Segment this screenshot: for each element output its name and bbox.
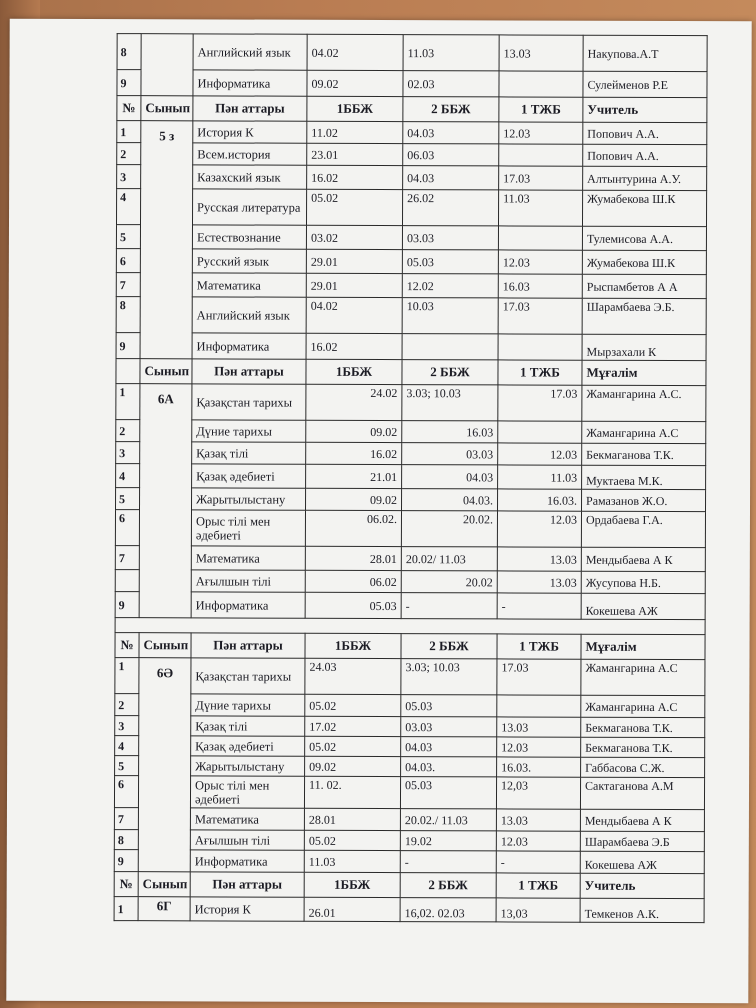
teacher-cell: Бекмаганова Т.К. [581, 717, 705, 737]
date-1tzhb: 16.03 [498, 274, 582, 298]
table-header [115, 633, 705, 660]
subject-cell: Жарытылыстану [191, 756, 305, 776]
assessment-schedule-table [114, 33, 708, 923]
date-1tzhb [498, 226, 582, 250]
date-2bbzh [402, 334, 498, 360]
teacher-cell: Шарамбаева Э.Б. [582, 298, 706, 334]
teacher-cell: Бекмаганова Т.К. [581, 737, 705, 757]
class-name: 5 з [140, 121, 193, 359]
teacher-cell: Сулейменов Р.Е [583, 71, 707, 97]
header-class: Сынып [138, 872, 190, 897]
subject-cell: Информатика [191, 592, 305, 618]
header-1bbzh: 1ББЖ [306, 359, 402, 384]
table-row [116, 225, 706, 251]
subject-cell: Казахский язык [193, 165, 307, 189]
date-1tzhb: 17.03 [498, 298, 582, 334]
teacher-cell: Жумабекова Ш.К [582, 250, 706, 274]
header-subject: Пән аттары [192, 359, 306, 384]
date-2bbzh: 12.02 [402, 274, 498, 298]
date-1tzhb: - [496, 851, 580, 873]
table-row [117, 165, 707, 191]
table-row [114, 830, 704, 852]
teacher-cell: Жусупова Н.Б. [581, 571, 705, 593]
table-row [115, 592, 705, 620]
row-number: 8 [117, 34, 141, 70]
subject-cell: Русская литература [192, 189, 306, 225]
header-1bbzh: 1ББЖ [307, 96, 403, 121]
date-2bbzh: 06.03 [403, 144, 499, 166]
date-1bbzh: 05.02 [306, 189, 402, 225]
date-2bbzh: 05.03 [400, 777, 496, 809]
teacher-cell: Жамангарина А.С. [582, 385, 706, 421]
subject-cell: Қазақ әдебиеті [191, 736, 305, 756]
subject-cell: Информатика [190, 850, 304, 872]
header-1tzhb: 1 ТЖБ [498, 360, 582, 385]
subject-cell: Қазақстан тарихы [192, 384, 306, 420]
date-1bbzh: 05.02 [305, 694, 401, 716]
table-row [117, 70, 707, 98]
subject-cell: История К [193, 121, 307, 143]
date-1tzhb: 12.03 [498, 443, 582, 465]
date-2bbzh: - [401, 593, 497, 619]
date-1tzhb: 13.03 [497, 571, 581, 593]
table-row [115, 570, 705, 594]
header-2bbzh: 2 ББЖ [400, 873, 496, 898]
table-row [114, 850, 704, 874]
class-name: 6Г [138, 897, 190, 921]
header-1bbzh: 1ББЖ [304, 872, 400, 897]
date-1bbzh: 04.02 [307, 34, 403, 70]
date-1bbzh: 03.02 [306, 225, 402, 249]
date-2bbzh: 16,02. 02.03 [400, 898, 496, 922]
header-teacher: Мұғалім [581, 634, 705, 659]
date-1tzhb: 12.03 [497, 511, 581, 547]
date-1tzhb: 12.03 [499, 122, 583, 144]
date-2bbzh: 11.03 [403, 35, 499, 71]
date-2bbzh: 04.03. [401, 757, 497, 777]
header-2bbzh: 2 ББЖ [403, 97, 499, 122]
header-subject: Пән аттары [190, 872, 304, 897]
date-1bbzh: 09.02 [305, 756, 401, 776]
teacher-cell: Жумабекова Ш.К [582, 190, 706, 226]
date-1tzhb: 13.03 [496, 809, 580, 831]
table-row [116, 333, 706, 361]
date-1bbzh: 28.01 [304, 808, 400, 830]
date-1bbzh: 09.02 [306, 488, 402, 510]
date-1bbzh: 05.02 [304, 830, 400, 850]
date-1bbzh: 09.02 [307, 70, 403, 96]
table-row [116, 442, 706, 466]
teacher-cell: Накупова.А.Т [583, 35, 707, 71]
date-1bbzh: 09.02 [306, 420, 402, 442]
teacher-cell: Шарамбаева Э.Б [580, 831, 704, 851]
date-1tzhb: 13.03 [499, 35, 583, 71]
date-1tzhb [497, 695, 581, 717]
date-1bbzh: 21.01 [306, 464, 402, 488]
teacher-cell: Мендыбаева А К [580, 809, 704, 831]
teacher-cell: Жамангарина А.С [581, 659, 705, 695]
row-number: 8 [116, 297, 140, 333]
subject-cell: Ағылшын тілі [190, 830, 304, 850]
date-2bbzh: 04.03 [403, 166, 499, 190]
row-number: 7 [115, 546, 139, 570]
subject-cell: Қазақ тілі [191, 716, 305, 736]
date-1tzhb: 12,03 [496, 777, 580, 809]
class-cell [141, 34, 193, 96]
date-1bbzh: 16.02 [306, 333, 402, 359]
subject-cell: Английский язык [192, 297, 306, 333]
subject-cell: Английский язык [193, 34, 307, 70]
header-number [116, 359, 140, 384]
row-number: 6 [116, 249, 140, 273]
teacher-cell: Рыспамбетов А А [582, 274, 706, 298]
subject-cell: Дүние тарихы [191, 694, 305, 716]
header-teacher: Учитель [580, 873, 704, 898]
header-1tzhb: 1 ТЖБ [496, 873, 580, 898]
subject-cell: Математика [191, 546, 305, 570]
date-1bbzh: 26.01 [304, 897, 400, 921]
header-2bbzh: 2 ББЖ [402, 360, 498, 385]
teacher-cell: Ордабаева Г.А. [581, 511, 705, 547]
table-row [115, 510, 705, 548]
subject-cell: Қазақ әдебиеті [192, 464, 306, 488]
date-1bbzh: 05.02 [305, 736, 401, 756]
header-number: № [115, 633, 139, 658]
date-1bbzh: 06.02. [305, 510, 401, 546]
header-teacher: Мұғалім [582, 360, 706, 385]
date-2bbzh: 03.03 [402, 226, 498, 250]
date-1bbzh: 16.02 [306, 442, 402, 464]
header-1tzhb: 1 ТЖБ [499, 97, 583, 122]
header-subject: Пән аттары [191, 633, 305, 658]
date-2bbzh: 3.03; 10.03 [402, 385, 498, 421]
date-1tzhb: 12.03 [497, 737, 581, 757]
row-number: 9 [115, 592, 139, 618]
teacher-cell: Кокешева АЖ [580, 851, 704, 873]
header-number: № [114, 872, 138, 897]
row-number: 2 [117, 143, 141, 165]
row-number: 9 [114, 850, 138, 872]
date-1tzhb: 11.03 [498, 465, 582, 489]
table-row [117, 121, 707, 145]
subject-cell: Русский язык [192, 249, 306, 273]
subject-cell: Қазақстан тарихы [191, 658, 305, 694]
date-2bbzh: 16.03 [402, 421, 498, 443]
row-number: 6 [115, 510, 139, 546]
subject-cell: Орыс тілі мен әдебиеті [191, 510, 305, 546]
teacher-cell: Сактаганова А.М [580, 777, 704, 809]
row-number: 8 [114, 830, 138, 850]
date-1tzhb: 13.03 [497, 547, 581, 571]
row-number [115, 570, 139, 592]
teacher-cell: Муктаева М.К. [582, 465, 706, 489]
date-1bbzh: 11. 02. [304, 776, 400, 808]
table-row [114, 776, 704, 810]
subject-cell: Жарытылыстану [192, 488, 306, 510]
header-class: Сынып [140, 359, 192, 384]
class-name: 6Ә [138, 658, 191, 872]
teacher-cell: Рамазанов Ж.О. [582, 489, 706, 511]
date-2bbzh: 04.03 [402, 465, 498, 489]
subject-cell: История К [190, 897, 304, 921]
subject-cell: Информатика [193, 70, 307, 96]
date-1tzhb: 12.03 [496, 831, 580, 851]
teacher-cell: Попович А.А. [583, 122, 707, 144]
row-number: 5 [116, 488, 140, 510]
date-2bbzh: 20.02. [401, 511, 497, 547]
date-1bbzh: 11.03 [304, 850, 400, 872]
subject-cell: Дүние тарихы [192, 420, 306, 442]
table-row [114, 897, 704, 923]
table-row [115, 756, 705, 778]
table-header [117, 96, 707, 123]
table-row [115, 546, 705, 572]
row-number: 5 [116, 225, 140, 249]
date-1tzhb: 16.03. [498, 489, 582, 511]
date-1tzhb [499, 71, 583, 97]
table-row [116, 384, 706, 422]
teacher-cell: Алтынтурина А.У. [583, 166, 707, 190]
row-number: 6 [114, 776, 138, 808]
row-number: 1 [117, 121, 141, 143]
row-number: 7 [114, 808, 138, 830]
date-1tzhb: 12.03 [498, 250, 582, 274]
row-number: 3 [115, 716, 139, 736]
date-1bbzh: 11.02 [307, 121, 403, 143]
date-2bbzh: 03.03 [402, 443, 498, 465]
table-row [116, 297, 706, 335]
date-1tzhb: 17.03 [499, 166, 583, 190]
date-1bbzh: 28.01 [305, 546, 401, 570]
teacher-cell: Бекмаганова Т.К. [582, 443, 706, 465]
table-header [116, 359, 706, 386]
table-row [116, 488, 706, 512]
date-2bbzh: 20.02/ 11.03 [401, 547, 497, 571]
date-1bbzh: 04.02 [306, 297, 402, 333]
date-1bbzh: 24.02 [306, 384, 402, 420]
date-2bbzh: 04.03 [403, 122, 499, 144]
date-2bbzh: 03.03 [401, 717, 497, 737]
teacher-cell: Жамангарина А.С [582, 421, 706, 443]
date-1tzhb: 13.03 [497, 717, 581, 737]
row-number: 3 [117, 165, 141, 189]
date-1tzhb [498, 334, 582, 360]
date-2bbzh: 05.03 [402, 250, 498, 274]
header-teacher: Учитель [583, 97, 707, 122]
table-row [115, 694, 705, 718]
row-number: 5 [115, 756, 139, 776]
header-1bbzh: 1ББЖ [305, 633, 401, 658]
teacher-cell: Мендыбаева А К [581, 547, 705, 571]
row-number: 2 [116, 420, 140, 442]
header-class: Сынып [139, 633, 191, 658]
date-2bbzh: 02.03 [403, 71, 499, 97]
teacher-cell: Мырзахали К [582, 334, 706, 360]
row-number: 1 [115, 658, 139, 694]
row-number: 7 [116, 273, 140, 297]
subject-cell: Информатика [192, 333, 306, 359]
date-1tzhb: 16.03. [497, 757, 581, 777]
date-1bbzh: 05.03 [305, 592, 401, 618]
teacher-cell: Жамангарина А.С [581, 695, 705, 717]
date-2bbzh: - [400, 851, 496, 873]
table-row [116, 464, 706, 490]
subject-cell: Орыс тілі мен әдебиеті [190, 776, 304, 808]
table-row [115, 716, 705, 738]
date-1tzhb: 13,03 [496, 898, 580, 922]
date-2bbzh: 04.03 [401, 737, 497, 757]
header-1tzhb: 1 ТЖБ [497, 634, 581, 659]
header-class: Сынып [141, 96, 193, 121]
date-1bbzh: 29.01 [306, 273, 402, 297]
subject-cell: Математика [192, 273, 306, 297]
table-row [115, 736, 705, 758]
teacher-cell: Попович А.А. [583, 144, 707, 166]
table-row [116, 273, 706, 299]
table-row [115, 658, 705, 696]
date-1bbzh: 29.01 [306, 249, 402, 273]
table-row [116, 249, 706, 275]
subject-cell: Естествознание [192, 225, 306, 249]
row-number: 9 [116, 333, 140, 359]
date-1bbzh: 24.03 [305, 658, 401, 694]
date-2bbzh: 05.03 [401, 695, 497, 717]
header-subject: Пән аттары [193, 96, 307, 121]
subject-cell: Всем.история [193, 143, 307, 165]
table-row [116, 189, 706, 227]
date-2bbzh: 20.02./ 11.03 [400, 809, 496, 831]
schedule-sheet [6, 19, 751, 1004]
date-2bbzh: 20.02 [401, 571, 497, 593]
date-1tzhb: - [497, 593, 581, 619]
date-1bbzh: 06.02 [305, 570, 401, 592]
row-number: 1 [116, 384, 140, 420]
date-2bbzh: 3.03; 10.03 [401, 659, 497, 695]
date-1tzhb [499, 144, 583, 166]
teacher-cell: Темкенов А.К. [580, 898, 704, 922]
date-2bbzh: 04.03. [402, 489, 498, 511]
date-1tzhb: 11.03 [498, 190, 582, 226]
header-2bbzh: 2 ББЖ [401, 634, 497, 659]
table-row [116, 420, 706, 444]
table-row [117, 143, 707, 167]
date-1bbzh: 16.02 [307, 165, 403, 189]
header-number: № [117, 96, 141, 121]
table-row [114, 808, 704, 832]
subject-cell: Ағылшын тілі [191, 570, 305, 592]
row-number: 1 [114, 897, 138, 921]
teacher-cell: Кокешева АЖ [581, 593, 705, 619]
date-2bbzh: 10.03 [402, 298, 498, 334]
date-1tzhb: 17.03 [498, 385, 582, 421]
subject-cell: Қазақ тілі [192, 442, 306, 464]
date-1bbzh: 17.02 [305, 716, 401, 736]
date-2bbzh: 19.02 [400, 831, 496, 851]
table-header [114, 872, 704, 899]
teacher-cell: Тулемисова А.А. [582, 226, 706, 250]
row-number: 4 [116, 189, 140, 225]
class-name: 6А [139, 384, 192, 618]
date-1tzhb: 17.03 [497, 659, 581, 695]
date-1tzhb [498, 421, 582, 443]
row-number: 3 [116, 442, 140, 464]
date-1bbzh: 23.01 [307, 143, 403, 165]
row-number: 4 [115, 736, 139, 756]
row-number: 4 [116, 464, 140, 488]
teacher-cell: Габбасова С.Ж. [581, 757, 705, 777]
row-number: 9 [117, 70, 141, 96]
table-row [117, 34, 707, 72]
row-number: 2 [115, 694, 139, 716]
date-2bbzh: 26.02 [402, 190, 498, 226]
subject-cell: Математика [190, 808, 304, 830]
